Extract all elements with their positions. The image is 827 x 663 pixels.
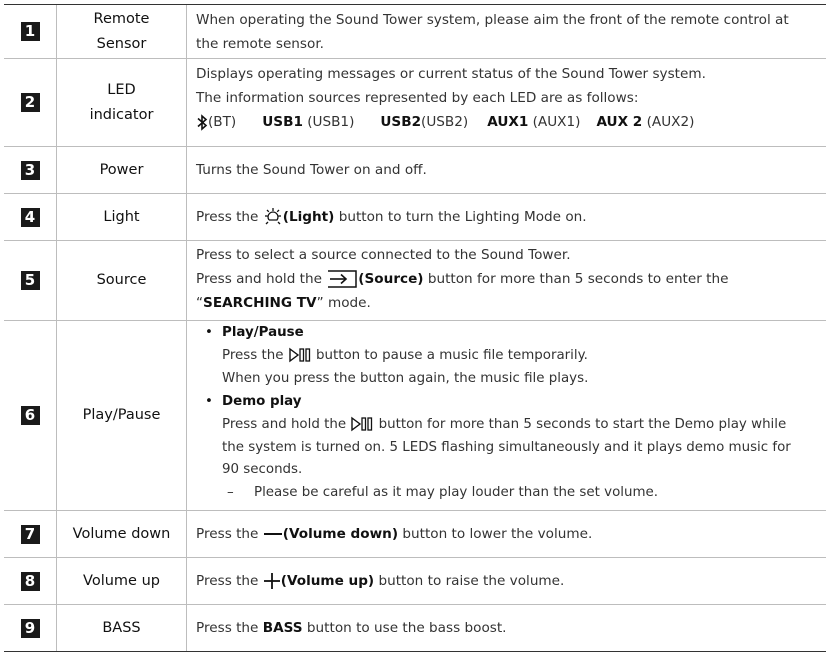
table-row xyxy=(4,558,826,605)
remote-control-table xyxy=(4,4,826,652)
item-name: Play/Pause xyxy=(57,321,187,510)
item-name: Volume down xyxy=(57,511,187,557)
item-name: Volume up xyxy=(57,558,187,604)
item-description: Turns the Sound Tower on and off. xyxy=(196,162,427,178)
plus-icon xyxy=(263,572,281,590)
number-badge: 5 xyxy=(21,271,40,290)
number-badge: 6 xyxy=(21,406,40,425)
table-row xyxy=(4,147,826,194)
note: – Please be careful as it may play louder than the set volume. xyxy=(227,485,659,501)
table-row xyxy=(4,5,826,59)
item-description: Press the BASS button to use the bass boost. xyxy=(196,620,507,636)
number-badge: 4 xyxy=(21,208,40,227)
item-description: • Play/Pause Press the button to pause a music file temporarily. When you press the button again, the music file plays. • Demo play Press and hold the button for more than 5 seconds to start the Demo play while the system is turned on. 5 LEDS flashing simultaneously and it plays demo music for 90 seconds. – Please be careful as it may play louder than the set volume. xyxy=(187,321,826,510)
number-badge: 3 xyxy=(21,161,40,180)
number-badge: 9 xyxy=(21,619,40,638)
item-name: Light xyxy=(57,194,187,240)
minus-icon xyxy=(263,528,283,540)
item-name: BASS xyxy=(57,605,187,651)
list-item: • Play/Pause xyxy=(196,322,826,345)
table-row xyxy=(4,241,826,321)
play-pause-icon xyxy=(288,347,312,363)
item-description: Press the (Volume down) button to lower the volume. xyxy=(196,526,593,542)
light-icon xyxy=(263,207,283,227)
table-row xyxy=(4,59,826,147)
number-badge: 2 xyxy=(21,93,40,112)
number-badge: 7 xyxy=(21,525,40,544)
item-description: Press to select a source connected to the Sound Tower. Press and hold the (Source) button for more than 5 seconds to enter the “SEARCHING TV” mode. xyxy=(196,247,729,311)
source-icon xyxy=(326,269,358,289)
item-description: Displays operating messages or current status of the Sound Tower system. The information sources represented by each LED are as follows: (BT) USB1 (USB1) USB2(USB2) AUX1 (AUX1) AUX 2 (AUX2) xyxy=(187,59,826,146)
item-description: Press the (Volume up) button to raise the volume. xyxy=(196,573,565,589)
led-sources-line: (BT) USB1 (USB1) USB2(USB2) AUX1 (AUX1) AUX 2 (AUX2) xyxy=(196,110,826,134)
item-description: When operating the Sound Tower system, please aim the front of the remote control at the remote sensor. xyxy=(196,12,789,52)
item-name: Power xyxy=(57,147,187,193)
item-description: Press the (Light) button to turn the Lighting Mode on. xyxy=(196,209,587,225)
bluetooth-icon xyxy=(196,114,208,131)
table-row xyxy=(4,321,826,511)
table-row xyxy=(4,511,826,558)
play-pause-icon xyxy=(350,416,374,432)
table-row xyxy=(4,194,826,241)
list-item: • Demo play xyxy=(196,391,826,414)
item-name: Source xyxy=(57,241,187,320)
table-row xyxy=(4,605,826,652)
number-badge: 1 xyxy=(21,22,40,41)
item-name: LED indicator xyxy=(57,59,187,146)
item-name: Remote Sensor xyxy=(57,5,187,58)
number-badge: 8 xyxy=(21,572,40,591)
